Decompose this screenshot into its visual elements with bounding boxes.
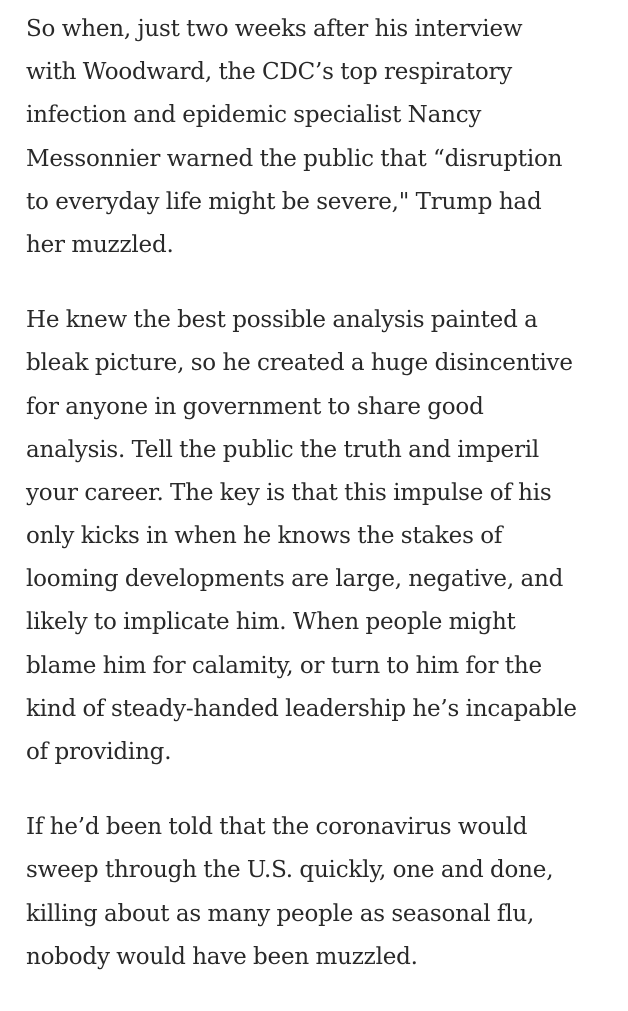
paragraph-2 <box>26 299 616 774</box>
text-line: to everyday life might be severe," Trump had <box>26 188 542 215</box>
text-line: blame him for calamity, or turn to him for the <box>26 652 542 679</box>
text-line: He knew the best possible analysis painted a <box>26 307 538 334</box>
text-line: her muzzled. <box>26 231 174 258</box>
article-body <box>26 8 616 1011</box>
text-line: looming developments are large, negative, and <box>26 566 564 593</box>
text-line: If he’d been told that the coronavirus would <box>26 814 528 841</box>
text-line: killing about as many people as seasonal flu, <box>26 900 535 927</box>
text-line: only kicks in when he knows the stakes of <box>26 523 503 550</box>
text-line: of providing. <box>26 739 172 765</box>
text-line: nobody would have been muzzled. <box>26 943 418 970</box>
text-line: your career. The key is that this impulse of his <box>26 479 552 506</box>
text-line: analysis. Tell the public the truth and imperil <box>26 436 540 463</box>
text-line: with Woodward, the CDC’s top respiratory <box>26 59 513 86</box>
text-line: kind of steady-handed leadership he’s incapable <box>26 695 577 722</box>
text-line: infection and epidemic specialist Nancy <box>26 102 482 129</box>
paragraph-3 <box>26 806 616 979</box>
text-line: Messonnier warned the public that “disruption <box>26 145 563 172</box>
text-line: sweep through the U.S. quickly, one and done, <box>26 857 554 884</box>
paragraph-1 <box>26 8 616 267</box>
text-line: So when, just two weeks after his interview <box>26 16 523 42</box>
text-line: bleak picture, so he created a huge disincentive <box>26 350 573 377</box>
text-line: likely to implicate him. When people might <box>26 609 516 636</box>
text-line: for anyone in government to share good <box>26 393 484 420</box>
